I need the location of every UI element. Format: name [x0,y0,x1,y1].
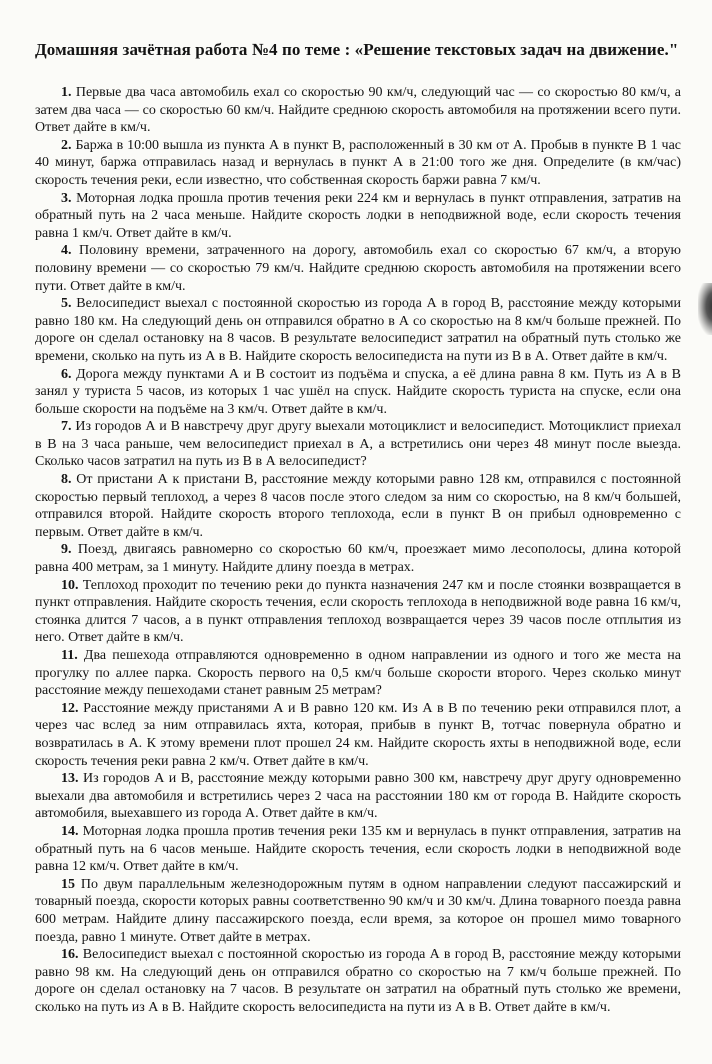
problem-16 [35,946,681,1016]
problem-5 [35,295,681,365]
problem-2 [35,137,681,190]
problem-13 [35,770,681,823]
problem-3-text: Моторная лодка прошла против течения реки 224 км и вернулась в пункт отправления, затратив на обратный путь на 2 часа меньше. Найдите скорость лодки в неподвижной воде, если скорость течения равна 1 км/ч. Ответ дайте в км/ч. [35,190,682,241]
problem-11-number: 11. [61,648,78,663]
problem-1 [35,84,681,137]
scan-smudge-artifact [698,283,712,335]
problem-14-number: 14. [61,823,79,839]
problem-10-text: Теплоход проходит по течению реки до пункта назначения 247 км и после стоянки возвращается в пункт отправления. Найдите скорость течения, если скорость теплохода в неподвижной воде равна 16 км/ч, стоянка длится 7 часов, а в пункт отправления теплоход возвращается через 39 часов после отплытия из него. Ответ дайте в км/ч. [35,577,682,646]
problem-7-number: 7. [61,419,72,435]
problem-7 [35,418,681,471]
problem-4-text: Половину времени, затраченного на дорогу, автомобиль ехал со скоростью 67 км/ч, а вторую половину времени — со скоростью 79 км/ч. Найдите среднюю скорость автомобиля на протяжении всего пути. Ответ дайте в км/ч. [35,243,681,294]
problem-14 [35,823,681,876]
problem-7-text: Из городов А и В навстречу друг другу выехали мотоциклист и велосипедист. Мотоциклист приехал в В на 3 часа раньше, чем велосипедист приехал в А, а встретились они через 48 минут после выезда. Сколько часов затратил на путь из В в А велосипедист? [35,419,682,470]
problem-9 [35,541,681,576]
problem-8-text: От пристани А к пристани В, расстояние между которыми равно 128 км, отправился с постоянной скоростью первый теплоход, а через 8 часов после этого следом за ним со скоростью, на 8 км/ч большей, отправился второй. Найдите скорость второго теплохода, если в пункт В он прибыл одновременно с первым. Ответ дайте в км/ч. [35,472,681,540]
problem-13-text: Из городов А и В, расстояние между которыми равно 300 км, навстречу друг другу одновременно выехали два автомобиля и встретились через 2 часа на расстоянии 180 км от города В. Найдите скорость автомобиля, выехавшего из города А. Ответ дайте в км/ч. [35,771,682,822]
problem-5-text: Велосипедист выехал с постоянной скоростью из города А в город В, расстояние между которыми равно 180 км. На следующий день он отправился обратно в А со скоростью на 8 км/ч больше прежней. По дороге он сделал остановку на 8 часов. В результате велосипедист затратил на обратный путь столько же времени, сколько на путь из А в В. Найдите скорость велосипедиста на пути из В в А. Ответ дайте в км/ч. [35,296,681,364]
page-title: Домашняя зачётная работа №4 по теме : «Решение текстовых задач на движение." [35,40,679,59]
problem-3-number: 3. [61,190,72,206]
problem-15-text: По двум параллельным железнодорожным путям в одном направлении следуют пассажирский и товарный поезда, скорости которых равны соответственно 90 км/ч и 30 км/ч. Длина товарного поезда равна 600 метрам. Найдите длину пассажирского поезда, если время, за которое он прошел мимо товарного поезда, равно 1 минуте. Ответ дайте в метрах. [35,876,682,945]
problem-12-number: 12. [61,700,79,716]
problem-1-number: 1. [61,85,72,100]
problems-list [35,84,681,1016]
problem-6 [35,366,681,419]
problem-8-number: 8. [61,472,72,488]
problem-15 [35,876,681,946]
problem-9-number: 9. [61,542,72,558]
problem-6-text: Дорога между пунктами А и В состоит из подъёма и спуска, а её длина равна 8 км. Путь из А в В занял у туриста 5 часов, из которых 1 час ушёл на спуск. Найдите скорость туриста на спуске, если она больше скорости на подъёме на 3 км/ч. Ответ дайте в км/ч. [35,366,681,417]
problem-2-number: 2. [61,137,72,153]
problem-5-number: 5. [61,296,72,312]
problem-11 [35,647,681,700]
problem-15-number: 15 [61,876,75,892]
problem-8 [35,471,681,541]
problem-4 [35,242,681,295]
problem-6-number: 6. [61,366,72,382]
problem-11-text: Два пешехода отправляются одновременно в одном направлении из одного и того же места на прогулку по аллее парка. Скорость первого на 0,5 км/ч больше скорости второго. Через сколько минут расстояние между пешеходами станет равным 25 метрам? [35,648,681,699]
problem-10-number: 10. [61,577,79,593]
problem-1-text: Первые два часа автомобиль ехал со скоростью 90 км/ч, следующий час — со скоростью 80 км/ч, а затем два часа — со скоростью 60 км/ч. Найдите среднюю скорость автомобиля на протяжении всего пути. Ответ дайте в км/ч. [35,85,682,136]
problem-9-text: Поезд, двигаясь равномерно со скоростью 60 км/ч, проезжает мимо лесополосы, длина которой равна 400 метрам, за 1 минуту. Найдите длину поезда в метрах. [35,542,681,576]
problem-12 [35,700,681,770]
problem-16-text: Велосипедист выехал с постоянной скоростью из города А в город В, расстояние между которыми равно 98 км. На следующий день он отправился обратно со скоростью на 7 км/ч больше прежней. По дороге он сделал остановку на 7 часов. В результате он затратил на обратный путь столько же времени, сколько на путь из А в В. Найдите скорость велосипедиста на пути из А в В. Ответ дайте в км/ч. [35,947,681,1015]
problem-13-number: 13. [61,771,79,787]
problem-16-number: 16. [61,947,79,963]
problem-12-text: Расстояние между пристанями А и В равно 120 км. Из А в В по течению реки отправился плот, а через час вслед за ним отправилась яхта, которая, прибыв в пункт В, тотчас повернула обратно и возвратилась в А. К этому времени плот прошел 24 км. Найдите скорость яхты в неподвижной воде, если скорость течения реки равна 2 км/ч. Ответ дайте в км/ч. [35,700,681,769]
problem-2-text: Баржа в 10:00 вышла из пункта А в пункт В, расположенный в 30 км от А. Пробыв в пункте В 1 час 40 минут, баржа отправилась назад и вернулась в пункт А в 21:00 того же дня. Определите (в км/час) скорость течения реки, если известно, что собственная скорость баржи равна 7 км/ч. [35,137,682,188]
problem-14-text: Моторная лодка прошла против течения реки 135 км и вернулась в пункт отправления, затратив на обратный путь на 6 часов меньше. Найдите скорость течения, если скорость лодки в неподвижной воде равна 12 км/ч. Ответ дайте в км/ч. [35,823,682,875]
problem-4-number: 4. [61,243,72,259]
problem-10 [35,577,681,647]
problem-3 [35,190,681,243]
